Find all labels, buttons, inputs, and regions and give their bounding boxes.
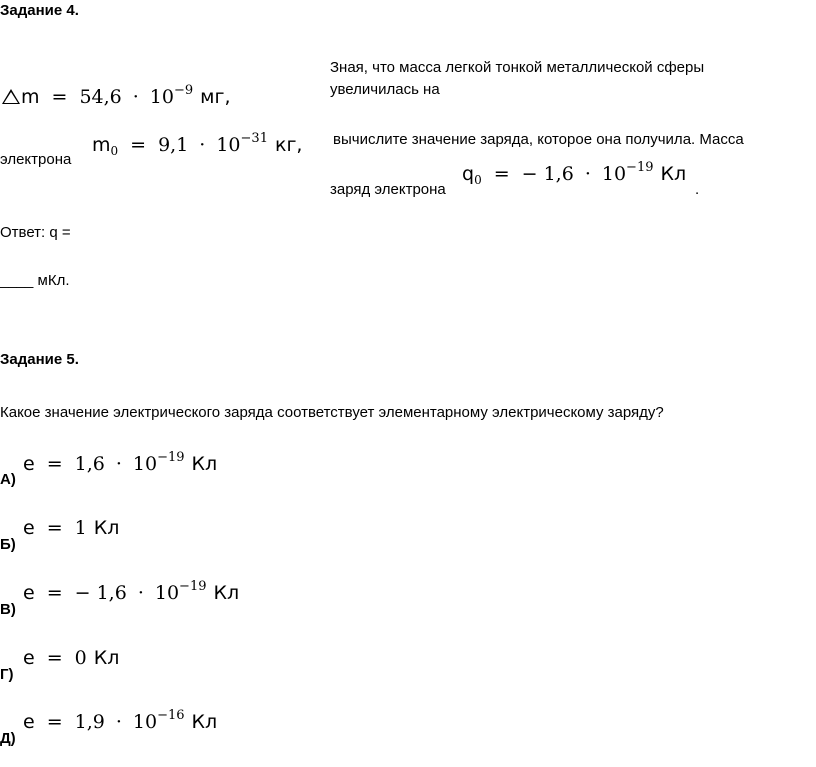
formula-m0: $m_0 = 9,1 \cdot 10^{-31}$ кг, <box>92 131 303 158</box>
option-c-formula[interactable]: e = − $1,6 \cdot 10^{-19}$ Кл <box>23 579 240 604</box>
task4-text-line1: Зная, что масса легкой тонкой металлической сферы <box>330 59 705 76</box>
option-b-formula[interactable]: e = 1 Кл <box>23 517 120 539</box>
task4-period: . <box>695 181 700 198</box>
task4-text-charge: заряд электрона <box>330 181 446 198</box>
option-e-formula[interactable]: $e = 1,9 \cdot 10^{-16}$ Кл <box>23 708 218 733</box>
task4-text-line2: увеличилась на <box>330 81 440 98</box>
task4-text-electron: электрона <box>0 151 72 168</box>
option-a-letter: А) <box>0 471 16 488</box>
option-b-letter: Б) <box>0 536 16 553</box>
answer-unit: мКл. <box>33 272 70 289</box>
answer-line <box>0 272 70 289</box>
formula-delta-m: $m = 54,6 \cdot 10^{-9}$ мг, <box>2 83 231 108</box>
task5-title: Задание 5. <box>0 351 79 368</box>
option-d-formula[interactable]: e = 0 Кл <box>23 647 120 669</box>
delta-icon <box>2 89 20 104</box>
option-a-formula[interactable]: $e = 1,6 \cdot 10^{-19}$ Кл <box>23 450 218 475</box>
option-d-letter: Г) <box>0 666 14 683</box>
formula-q0: $q_0$ = − $1,6 \cdot 10^{-19}$ Кл <box>462 160 687 187</box>
answer-label: Ответ: q = <box>0 224 71 241</box>
option-e-letter: Д) <box>0 730 16 747</box>
option-c-letter: В) <box>0 601 16 618</box>
answer-blank[interactable]: ____ <box>0 272 34 289</box>
task4-title: Задание 4. <box>0 2 79 19</box>
task4-text-line3: вычислите значение заряда, которое она получила. Масса <box>333 131 744 148</box>
task5-question: Какое значение электрического заряда соответствует элементарному электрическому заряду? <box>0 404 664 421</box>
